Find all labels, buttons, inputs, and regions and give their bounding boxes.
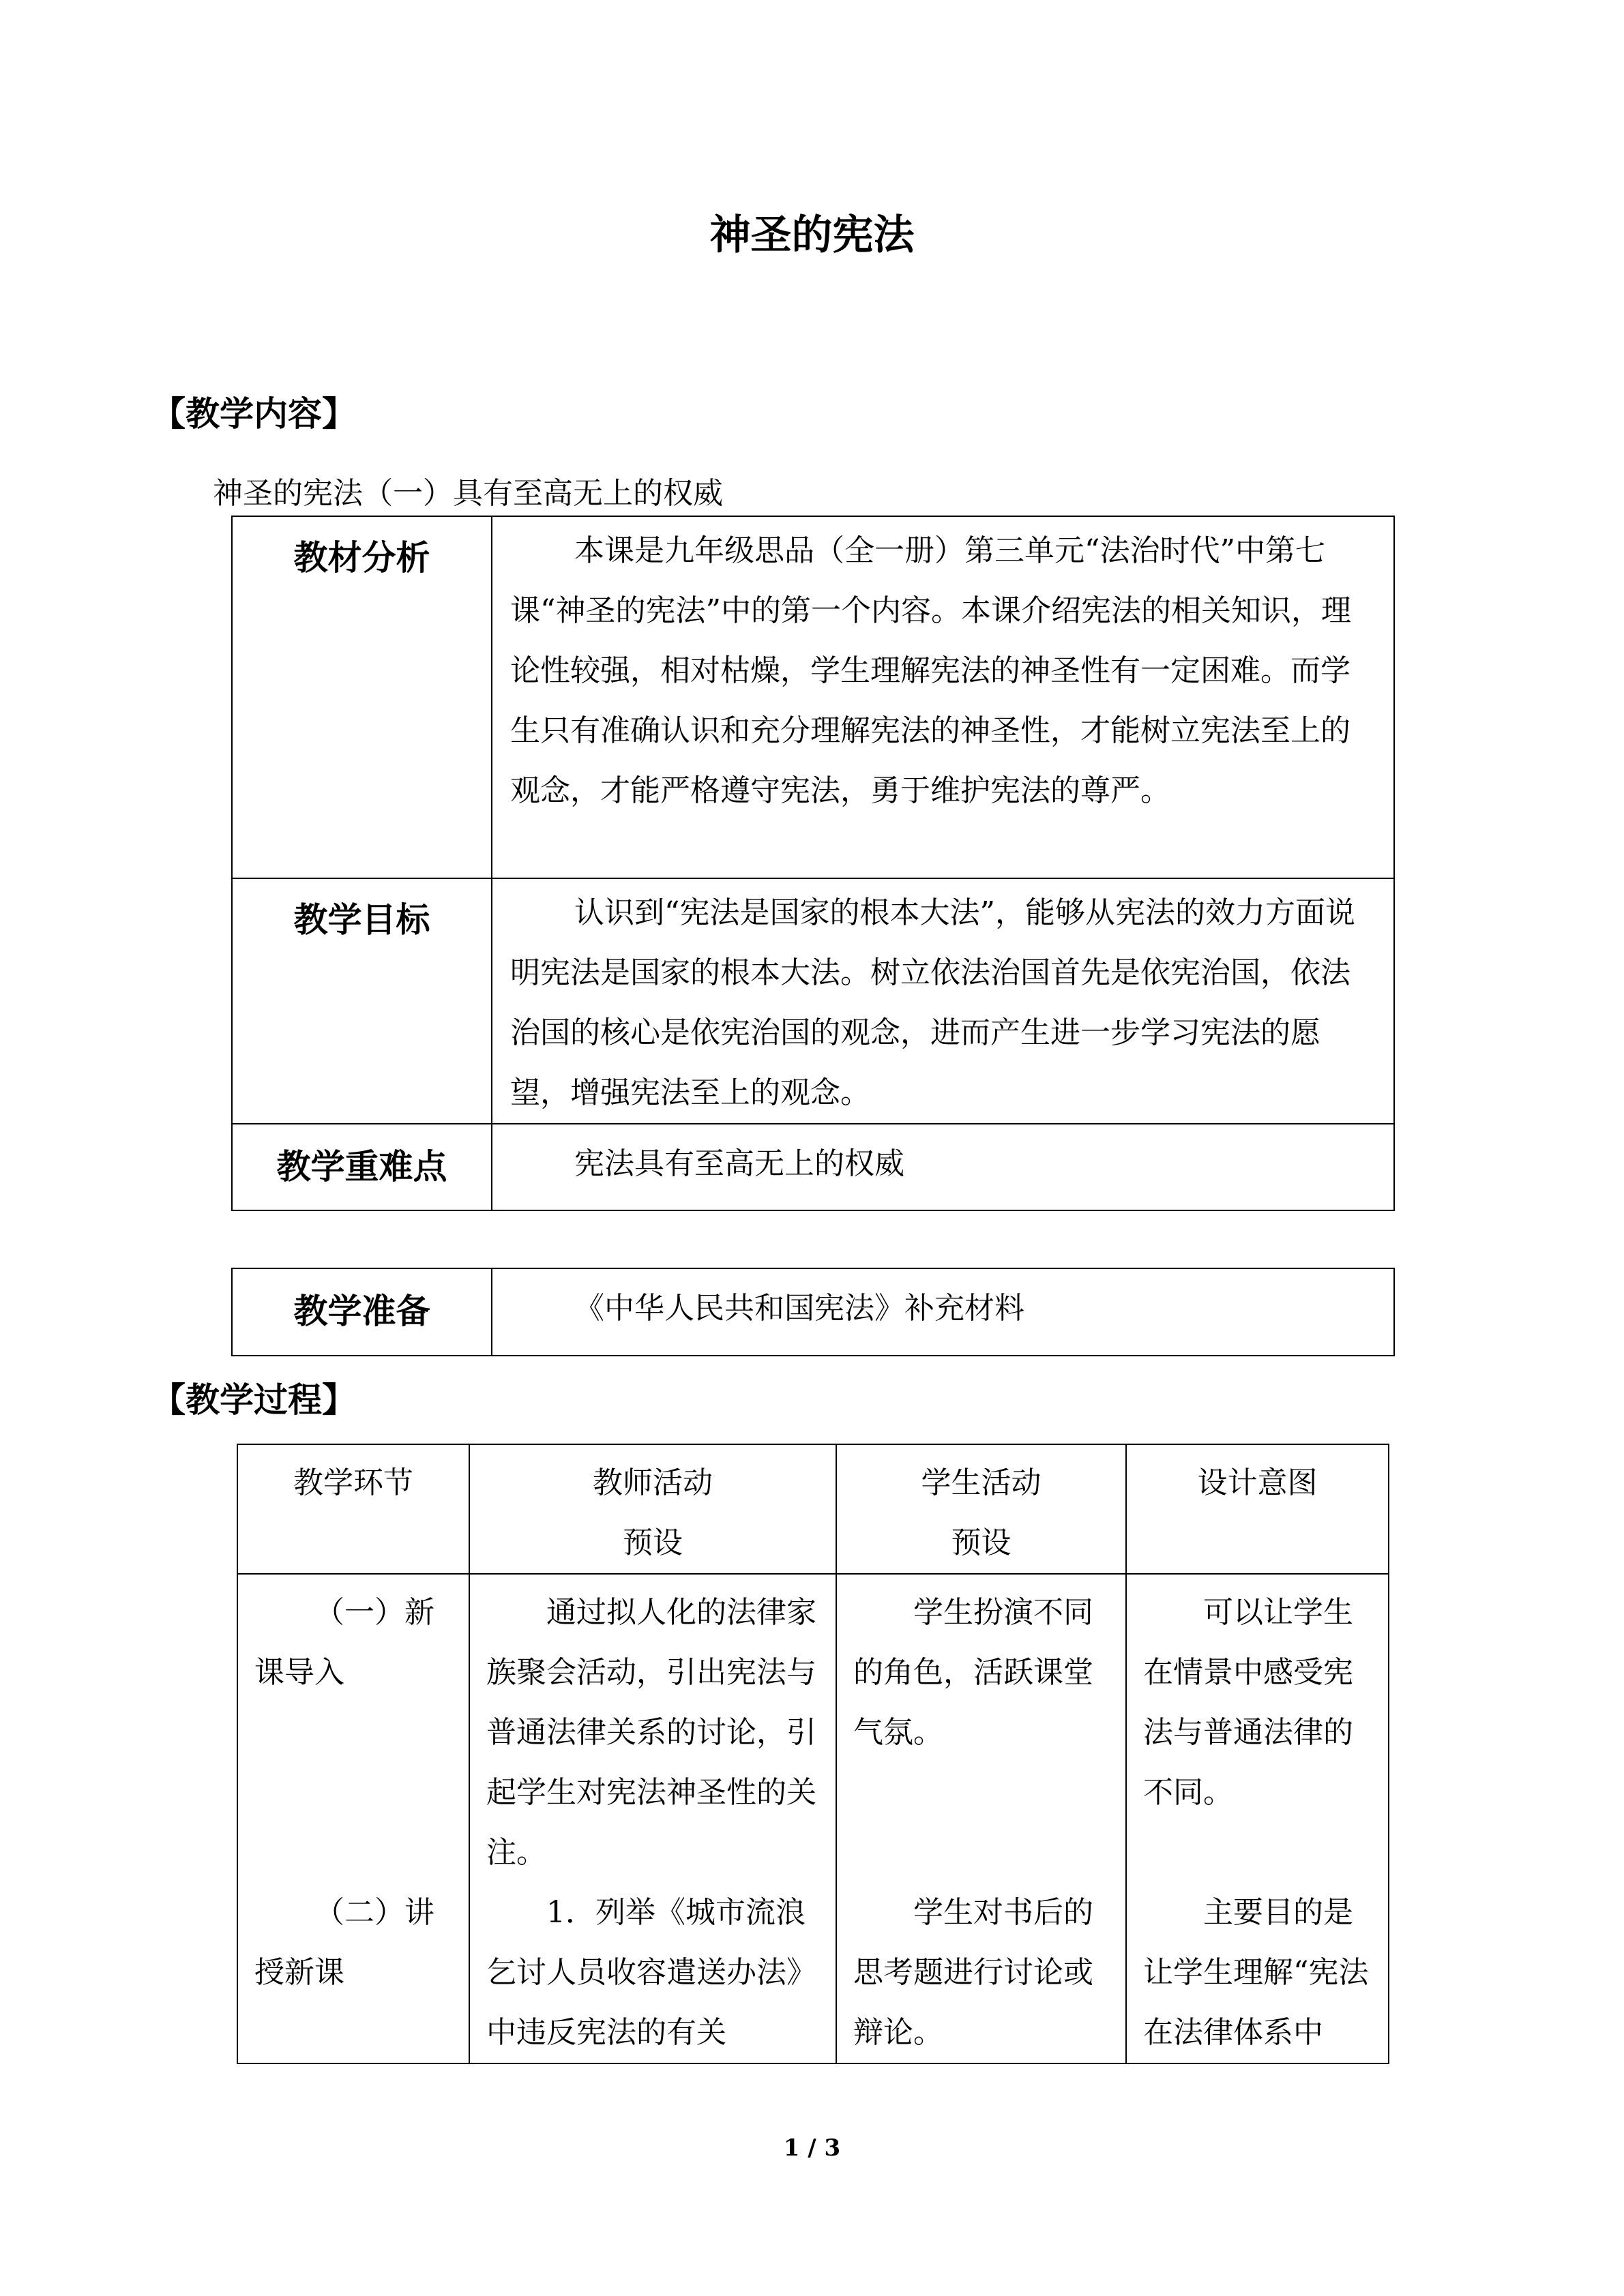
prep-text: 《中华人民共和国宪法》补充材料 [492, 1268, 1394, 1356]
info-label: 教学重难点 [232, 1124, 492, 1210]
header-cell: 教师活动 预设 [469, 1444, 836, 1574]
design-intent-text: 主要目的是让学生理解“宪法在法律体系中 [1143, 1895, 1369, 2050]
lesson-subtitle: 神圣的宪法（一）具有至高无上的权威 [213, 476, 723, 511]
page-title: 神圣的宪法 [709, 211, 915, 259]
table-row [232, 516, 1394, 878]
student-activity-cell [836, 1574, 1126, 2063]
section-heading-process: 【教学过程】 [151, 1380, 356, 1420]
table-header-row [237, 1444, 1389, 1574]
design-intent-text: 可以让学生在情景中感受宪法与普通法律的不同。 [1143, 1595, 1353, 1810]
teaching-process-table [237, 1444, 1389, 2064]
info-text: 本课是九年级思品（全一册）第三单元“法治时代”中第七课“神圣的宪法”中的第一个内容。本课介绍宪法的相关知识，理论性较强，相对枯燥，学生理解宪法的神圣性有一定困难。而学生只有准确认识和充分理解宪法的神圣性，才能树立宪法至上的观念，才能严格遵守宪法，勇于维护宪法的尊严。 [492, 516, 1394, 878]
header-cell: 教学环节 [237, 1444, 469, 1574]
table-row [232, 1268, 1394, 1356]
stage-text: （二）讲授新课 [254, 1895, 434, 1990]
design-intent-cell [1126, 1574, 1389, 2063]
page-number: 1 / 3 [783, 2134, 841, 2162]
info-text: 宪法具有至高无上的权威 [492, 1124, 1394, 1210]
prep-table [231, 1268, 1395, 1356]
teacher-activity-cell [469, 1574, 836, 2063]
info-label: 教材分析 [232, 516, 492, 878]
table-row [232, 1124, 1394, 1210]
lesson-info-table [231, 516, 1395, 1211]
info-label: 教学目标 [232, 878, 492, 1124]
prep-label: 教学准备 [232, 1268, 492, 1356]
header-cell: 设计意图 [1126, 1444, 1389, 1574]
student-activity-text: 学生对书后的思考题进行讨论或辩论。 [853, 1895, 1093, 2050]
table-row [237, 1574, 1389, 2063]
section-heading-content: 【教学内容】 [151, 394, 356, 434]
table-row [232, 878, 1394, 1124]
stage-cell [237, 1574, 469, 2063]
teacher-activity-text: 1．列举《城市流浪乞讨人员收容遣送办法》中违反宪法的有关 [486, 1895, 816, 2050]
teacher-activity-text: 通过拟人化的法律家族聚会活动，引出宪法与普通法律关系的讨论，引起学生对宪法神圣性的关注。 [486, 1595, 816, 1870]
info-text: 认识到“宪法是国家的根本大法”，能够从宪法的效力方面说明宪法是国家的根本大法。树立依法治国首先是依宪治国，依法治国的核心是依宪治国的观念，进而产生进一步学习宪法的愿望，增强宪法至上的观念。 [492, 878, 1394, 1124]
stage-text: （一）新课导入 [254, 1595, 434, 1690]
header-cell: 学生活动 预设 [836, 1444, 1126, 1574]
student-activity-text: 学生扮演不同的角色，活跃课堂气氛。 [853, 1595, 1093, 1750]
